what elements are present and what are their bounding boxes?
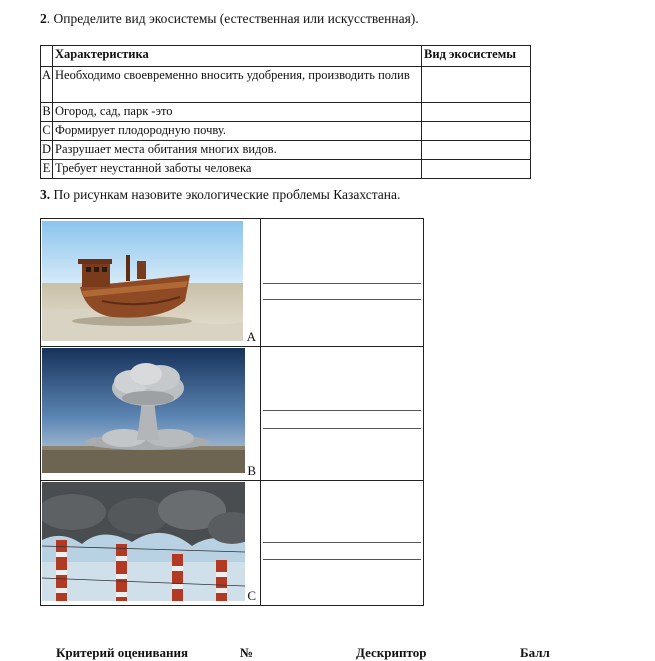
answer-line[interactable]: [263, 299, 421, 300]
criteria-number-header: №: [240, 645, 254, 660]
task-2-number: 2: [40, 11, 47, 26]
row-letter: E: [41, 160, 53, 179]
answer-cell[interactable]: [422, 67, 531, 103]
answer-line[interactable]: [263, 283, 421, 284]
task-2-heading: [40, 11, 419, 27]
picture-cell-c: [41, 480, 261, 605]
mushroom-cloud-icon: [42, 348, 245, 473]
task-3-text: По рисункам назовите экологические проблемы Казахстана.: [50, 187, 401, 202]
rusty-ship-icon: [42, 221, 243, 341]
picture-letter-c: C: [247, 588, 256, 603]
table-header-row: [41, 46, 531, 67]
row-text: Формирует плодородную почву.: [53, 122, 422, 141]
criteria-descriptor-header: Дескриптор: [356, 645, 427, 660]
answer-cell[interactable]: [422, 122, 531, 141]
task-3-number: 3.: [40, 187, 51, 202]
ecosystem-table: [40, 45, 531, 179]
pictures-table: [40, 218, 424, 606]
row-text: Необходимо своевременно вносить удобрения, производить полив: [53, 67, 422, 103]
table-row: [41, 141, 531, 160]
row-text: Требует неустанной заботы человека: [53, 160, 422, 179]
picture-cell-a: [41, 219, 261, 346]
criteria-header: Критерий оценивания: [56, 645, 189, 660]
table-row: [41, 122, 531, 141]
row-text: Разрушает места обитания многих видов.: [53, 141, 422, 160]
header-letter-cell: [41, 46, 53, 67]
header-ecosystem-type: Вид экосистемы: [422, 46, 531, 67]
answer-cell[interactable]: [422, 141, 531, 160]
answer-line[interactable]: [263, 410, 421, 411]
table-row: [41, 160, 531, 179]
answer-line[interactable]: [263, 542, 421, 543]
task-3-heading: [40, 187, 400, 203]
row-letter: A: [41, 67, 53, 103]
answer-line[interactable]: [263, 428, 421, 429]
factory-chimneys-icon: [42, 482, 245, 601]
picture-letter-b: B: [247, 463, 256, 478]
picture-cell-b: [41, 346, 261, 480]
row-letter: B: [41, 103, 53, 122]
picture-row-c: [41, 480, 423, 605]
answer-cell[interactable]: [422, 160, 531, 179]
header-characteristic: Характеристика: [53, 46, 422, 67]
row-letter: C: [41, 122, 53, 141]
row-letter: D: [41, 141, 53, 160]
answer-cell[interactable]: [422, 103, 531, 122]
picture-row-a: [41, 219, 423, 347]
answer-line[interactable]: [263, 559, 421, 560]
picture-letter-a: A: [246, 329, 256, 344]
task-2-text: . Определите вид экосистемы (естественная или искусственная).: [46, 11, 419, 26]
table-row: [41, 103, 531, 122]
picture-row-b: [41, 346, 423, 481]
row-text: Огород, сад, парк -это: [53, 103, 422, 122]
table-row: [41, 67, 531, 103]
criteria-score-header: Балл: [520, 645, 550, 660]
